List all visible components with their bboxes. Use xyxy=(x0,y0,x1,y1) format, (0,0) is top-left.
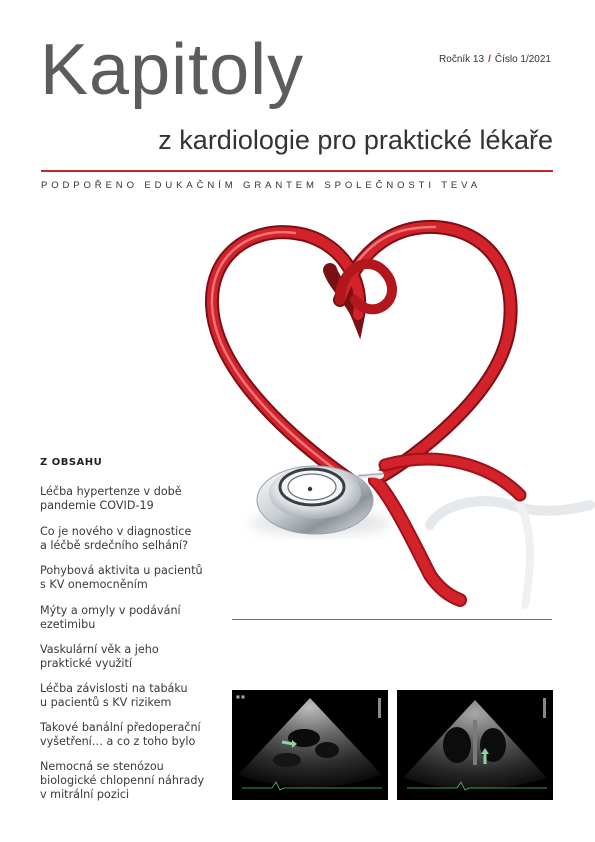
echocardiogram-image xyxy=(232,690,388,800)
header-divider xyxy=(41,170,553,172)
image-divider xyxy=(232,619,552,620)
echocardiogram-image xyxy=(397,690,553,800)
toc-item[interactable] xyxy=(40,760,220,802)
toc-item[interactable] xyxy=(40,643,220,671)
toc-item-line: ezetimibu xyxy=(40,618,96,631)
issue-number: Číslo 1/2021 xyxy=(494,54,551,65)
stethoscope-heart-image xyxy=(190,205,595,625)
toc-item-line: s KV onemocněním xyxy=(40,578,148,591)
toc-item-line: Takové banální předoperační xyxy=(40,721,201,734)
grant-line: PODPOŘENO EDUKAČNÍM GRANTEM SPOLEČNOSTI TEVA xyxy=(41,180,481,191)
toc-item-line: a léčbě srdečního selhání? xyxy=(40,539,189,552)
toc-item[interactable] xyxy=(40,485,220,513)
toc-item-line: praktické využití xyxy=(40,657,133,670)
issue-info xyxy=(439,54,551,65)
toc-item[interactable] xyxy=(40,721,220,749)
toc-item-line: Pohybová aktivita u pacientů xyxy=(40,564,203,577)
toc-item-line: Léčba závislosti na tabáku xyxy=(40,682,188,695)
toc-item-line: Vaskulární věk a jeho xyxy=(40,643,159,656)
toc-heading: Z OBSAHU xyxy=(40,457,103,468)
toc-item-line: vyšetření… a co z toho bylo xyxy=(40,735,196,748)
toc-item-line: Co je nového v diagnostice xyxy=(40,525,192,538)
issue-separator: / xyxy=(488,54,491,65)
toc-item[interactable] xyxy=(40,564,220,592)
toc-item-line: u pacientů s KV rizikem xyxy=(40,696,172,709)
magazine-title: Kapitoly xyxy=(40,30,305,110)
toc-item-line: Nemocná se stenózou xyxy=(40,760,164,773)
toc-item-line: Mýty a omyly v podávání xyxy=(40,604,181,617)
toc-item-line: pandemie COVID-19 xyxy=(40,499,154,512)
magazine-subtitle: z kardiologie pro praktické lékaře xyxy=(158,125,553,155)
toc-item[interactable] xyxy=(40,525,220,553)
svg-text:■ ■: ■ ■ xyxy=(236,694,245,699)
toc-item[interactable] xyxy=(40,682,220,710)
issue-volume: Ročník 13 xyxy=(439,54,485,65)
toc-item-line: biologické chlopenní náhrady xyxy=(40,774,205,787)
toc-item[interactable] xyxy=(40,604,220,632)
toc-item-line: Léčba hypertenze v době xyxy=(40,485,182,498)
toc-item-line: v mitrální pozici xyxy=(40,788,130,801)
